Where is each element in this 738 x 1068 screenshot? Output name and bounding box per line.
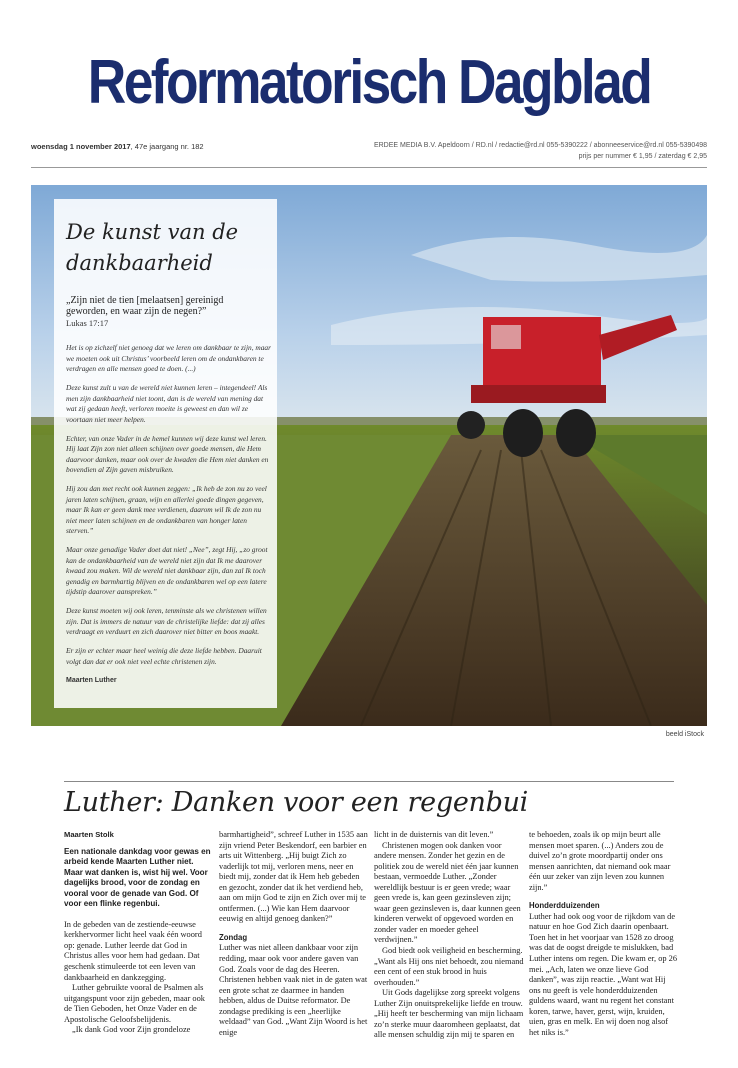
masthead-title: Reformatorisch Dagblad (87, 48, 651, 117)
subheading-zondag: Zondag (219, 932, 248, 942)
quote-paragraph: Er zijn er echter maar heel weinig die deze liefde hebben. Daaruit volgt dan dat er ook niet veel echte christenen zijn. (66, 646, 262, 666)
body-paragraph: licht in de duisternis van dit leven.” (374, 830, 494, 839)
article-column-2 (219, 830, 369, 1038)
quote-paragraph: Het is op zichzelf niet genoeg dat we leren om dankbaar te zijn, maar we moeten ook uit Christus’ voorbeeld leren om de ondankbaren te verdragen en alle mensen goed te doen. (...) (66, 343, 271, 373)
body-paragraph: te behoeden, zoals ik op mijn beurt alle mensen moet sparen. (...) Anders zou de duivel zo’n grote moordpartij onder ons mensen aanrichten, dat niemand ook maar één uur zeker van zijn leven zou kunnen zijn.” (529, 830, 671, 892)
price-info: prijs per nummer € 1,95 / zaterdag € 2,95 (578, 153, 707, 160)
body-paragraph: „Ik dank God voor Zijn grondeloze (72, 1025, 191, 1035)
issue-date: woensdag 1 november 2017 (31, 142, 131, 151)
body-paragraph: Luther had ook oog voor de rijkdom van de natuur en hoe God Zich daarin openbaart. Toen het in het voorjaar van 1528 zo droog was dat de oogst dreigde te mislukken, bad Luther intens om regen. Die kwam er, op 26 mei. „Ach, laten we onze lieve God danken”, was zijn reactie. „Want wat Hij ons nu geeft is vele honderdduizenden guldens waard, want nu regent het constant koren, tarwe, haver, gerst, wijn, kruiden, uien, gras en melk. En wij doen nog alsof het niks is.” (529, 911, 678, 1037)
issue-volume: , 47e jaargang nr. 182 (130, 142, 204, 151)
quote-author: Maarten Luther (66, 676, 117, 684)
quote-paragraph: Deze kunst moeten wij ook leren, tenminste als we christenen willen zijn. Dat is immers de natuur van de christelijke liefde: dat zij alles verdraagt en verduurt en zich daarover niet bitter en boos maakt. (66, 606, 267, 636)
bible-reference: Lukas 17:17 (66, 318, 109, 328)
body-paragraph: God biedt ook veiligheid en bescherming. „Want als Hij ons niet behoedt, zou niemand een cent of een stuk brood in huis overhouden.” (374, 946, 524, 987)
header-divider (31, 167, 707, 168)
article-column-3 (374, 830, 524, 1041)
publisher-contact: ERDEE MEDIA B.V. Apeldoorn / RD.nl / redactie@rd.nl 055-5390222 / abonneeservice@rd.nl 055-5390498 (373, 142, 707, 149)
bible-verse: „Zijn niet de tien [melaatsen] gereinigd geworden, en waar zijn de negen?” (66, 295, 224, 317)
publisher-info (374, 140, 707, 162)
subheading-honderdduizenden: Honderdduizenden (529, 901, 600, 911)
article-column-1 (64, 830, 214, 1036)
quote-paragraph: Echter, van onze Vader in de hemel kunnen wij deze kunst wel leren. Hij laat Zijn zon niet alleen schijnen over goede mensen, die Hem daarvoor danken, maar ook over de kwaden die Hem niet danken en bovendien al Zijn gaven misbruiken. (66, 433, 269, 474)
body-paragraph: Luther was niet alleen dankbaar voor zijn redding, maar ook voor andere gaven van God. Zoals voor de dag des Heeren. Christenen hebben vaak niet in de gaten wat een grote schat ze daarmee in handen hebben, aldus de Duitse reformator. De zondagse prediking is een „heerlijke weldaad” van God. „Want Zijn Woord is het enige (219, 943, 368, 1037)
body-paragraph: In de gebeden van de zestiende-eeuwse kerkhervormer licht heel vaak één woord op: genade. Luther leerde dat God in Christus alles voor hem had gedaan. Dat geschenk stimuleerde tot een leven van dankbaarheid en dankzegging. (64, 919, 202, 982)
article-byline: Maarten Stolk (64, 830, 114, 839)
photo-credit: beeld iStock (665, 731, 704, 738)
quote-paragraph: Hij zou dan met recht ook kunnen zeggen: „Ik heb de zon nu zo veel jaren laten schijnen, graan, wijn en allerlei goede dingen gegeven, maar Ik kan er geen dank mee verdienen, daarom wil Ik de zon nu niet meer laten schijnen en de ondankbaren van honger laten sterven.” (66, 484, 267, 535)
body-paragraph: Uit Gods dagelijkse zorg spreekt volgens Luther Zijn onuitsprekelijke liefde en trouw. „Hij heeft ter bescherming van mijn lichaam zo’n sterke muur daaromheen geplaatst, dat alle mensen schuldig zijn mij te sparen en (374, 988, 524, 1040)
quote-paragraph: Deze kunst zult u van de wereld niet kunnen leren – integendeel! Als men zijn dankbaarheid niet toont, dan is de wereld van mening dat wat zij gedaan heeft, verloren moeite is geweest en dan wil ze voortaan niet meer helpen. (66, 383, 268, 424)
quote-body (66, 343, 272, 695)
quote-box (54, 199, 277, 708)
quote-title: De kunst van de dankbaarheid (66, 220, 239, 275)
issue-info (31, 142, 204, 151)
article-column-4 (529, 830, 679, 1038)
article-headline: Luther: Danken voor een regenbui (64, 787, 528, 818)
body-paragraph: barmhartigheid”, schreef Luther in 1535 aan zijn vriend Peter Beskendorf, een barbier en arts uit Wittenberg. „Hij buigt Zich zo vaderlijk tot mij, verloren mens, neer en biedt mij, zonder dat ik Hem heb gebeden en gezocht, zonder dat ik het verdiend heb, aan om mijn God te zijn en Zich over mij te ontfermen. (...) Wie kan Hem daarvoor eeuwig en altijd genoeg danken?” (219, 830, 368, 924)
article-intro: Een nationale dankdag voor gewas en arbeid kende Maarten Luther niet. Maar wat danken is, wist hij wel. Voor dagelijks brood, voor de zondag en vooral voor de genade van God. Of voor een flinke regenbui. (64, 846, 211, 909)
article-divider (64, 781, 674, 782)
body-paragraph: Christenen mogen ook danken voor andere mensen. Zonder het gezin en de politiek zou de wereld niet één jaar kunnen bestaan, vermoedde Luther. „Zonder wereldlijk bestuur is er geen vrede; waar geen vrede is, kan geen gezinsleven zijn; waar geen gezinsleven is, daar kunnen geen kinderen verwekt of opgevoed worden en zonder vader en moeder geheel verdwijnen.” (374, 840, 521, 945)
quote-paragraph: Maar onze genadige Vader doet dat niet! „Nee”, zegt Hij, „zo groot kan de ondankbaarheid van de wereld niet zijn dat Ik me daarover kwaad zou maken. Wil de wereld niet dankbaar zijn, dan zal Ik toch genadig en barmhartig blijven en de ondankbaren wel op een latere tijdstip daarover aanspreken.” (66, 545, 268, 596)
body-paragraph: Luther gebruikte vooral de Psalmen als uitgangspunt voor zijn gebeden, maar ook de Tien Geboden, het Onze Vader en de Apostolische Geloofsbelijdenis. (64, 983, 205, 1024)
